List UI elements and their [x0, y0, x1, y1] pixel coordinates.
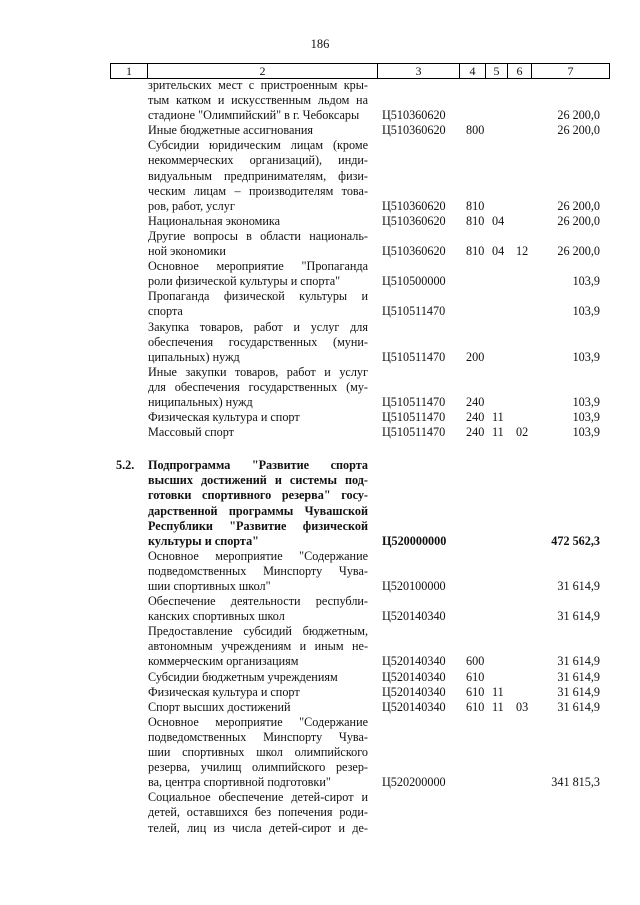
description-line: Предоставление субсидий бюджетным,	[148, 624, 368, 639]
budget-code: Ц520140340	[382, 684, 446, 699]
description-line: Иные закупки товаров, работ и услуг	[148, 364, 368, 379]
table-header	[110, 63, 610, 79]
table-row	[0, 259, 640, 289]
amount: 103,9	[572, 349, 600, 364]
amount: 31 614,9	[557, 609, 600, 624]
section-code: 11	[492, 684, 504, 699]
row-values	[0, 108, 640, 123]
description-line: Спорт высших достижений	[148, 699, 291, 714]
description-line: готовки спортивного резерва" госу-	[148, 488, 368, 503]
row-values	[0, 244, 640, 259]
table-row	[0, 700, 640, 715]
description-line: тым катком и искусственным льдом на	[148, 93, 368, 108]
description-line: Подпрограмма "Развитие спорта	[148, 458, 368, 473]
description-line: Иные бюджетные ассигнования	[148, 123, 314, 138]
amount: 31 614,9	[557, 669, 600, 684]
header-col-5: 5	[485, 64, 507, 78]
row-values	[0, 123, 640, 138]
amount: 31 614,9	[557, 654, 600, 669]
row-values	[0, 609, 640, 624]
description-line: подведомственных Минспорту Чува-	[148, 563, 368, 578]
amount: 26 200,0	[557, 198, 600, 213]
header-col-2: 2	[147, 64, 377, 78]
row-values	[0, 274, 640, 289]
expense-type: 810	[466, 244, 485, 259]
description-line: ческим лицам – производителям това-	[148, 183, 368, 198]
row-values	[0, 685, 640, 700]
amount: 26 200,0	[557, 213, 600, 228]
description-line: телей, лиц из числа детей-сирот и де-	[148, 820, 368, 835]
budget-code: Ц520100000	[382, 579, 446, 593]
description-line: Основное мероприятие "Содержание	[148, 548, 368, 563]
subsection-code: 12	[516, 244, 529, 259]
table-row	[0, 670, 640, 685]
row-values	[0, 199, 640, 214]
amount: 103,9	[572, 394, 600, 409]
section-code: 04	[492, 244, 505, 259]
amount: 103,9	[572, 274, 600, 289]
section-code: 11	[492, 699, 504, 714]
section-number: 5.2.	[116, 458, 135, 473]
section-code: 11	[492, 425, 504, 440]
description-line: Массовый спорт	[148, 425, 234, 440]
table-row	[0, 790, 640, 835]
description-line: Основное мероприятие "Содержание	[148, 714, 368, 729]
table-row	[0, 214, 640, 229]
description-line: Закупка товаров, работ и услуг для	[148, 319, 368, 334]
amount: 341 815,3	[551, 775, 600, 790]
description-line: некоммерческих организаций), инди-	[148, 153, 368, 168]
description-line: стадионе "Олимпийский" в г. Чебоксары	[148, 108, 360, 123]
row-values	[0, 775, 640, 790]
page-number: 186	[310, 37, 330, 51]
amount: 31 614,9	[557, 684, 600, 699]
table-row	[0, 229, 640, 259]
row-values	[0, 534, 640, 549]
description-line: ва, центра спортивной подготовки"	[148, 775, 331, 790]
table-row	[0, 594, 640, 624]
budget-code: Ц510511470	[382, 425, 446, 440]
amount: 103,9	[572, 425, 600, 440]
budget-code: Ц510511470	[382, 394, 446, 409]
description-line: канских спортивных школ	[148, 609, 285, 624]
expense-type: 810	[466, 213, 485, 228]
description-line: автономным учреждениям и иным не-	[148, 639, 368, 654]
description-line: Социальное обеспечение детей-сирот и	[148, 790, 368, 805]
table-row	[0, 624, 640, 669]
description-line: Обеспечение деятельности республи-	[148, 594, 368, 609]
row-values	[0, 579, 640, 594]
row-values	[0, 395, 640, 410]
table-row	[0, 425, 640, 440]
expense-type: 610	[466, 669, 485, 684]
table-row	[0, 365, 640, 410]
expense-type: 610	[466, 699, 485, 714]
budget-code: Ц520140340	[382, 609, 446, 624]
budget-code: Ц520140340	[382, 699, 446, 714]
budget-code: Ц510360620	[382, 198, 446, 213]
budget-code: Ц520140340	[382, 669, 446, 684]
table-row	[0, 715, 640, 790]
row-values	[0, 670, 640, 685]
row-values	[0, 700, 640, 715]
table-row	[0, 549, 640, 594]
header-col-3: 3	[377, 64, 459, 78]
description-line: шии спортивных школ"	[148, 579, 271, 593]
row-values	[0, 821, 640, 836]
description-line: коммерческим организациям	[148, 654, 299, 669]
description-line: ной экономики	[148, 244, 226, 259]
budget-code: Ц510360620	[382, 244, 446, 259]
description-line: спорта	[148, 304, 183, 319]
amount: 103,9	[572, 304, 600, 319]
row-values	[0, 305, 640, 320]
budget-code: Ц520200000	[382, 775, 446, 790]
amount: 472 562,3	[551, 533, 600, 548]
expense-type: 240	[466, 425, 485, 440]
expense-type: 800	[466, 123, 485, 138]
row-values	[0, 410, 640, 425]
description-line: Физическая культура и спорт	[148, 410, 300, 425]
amount: 26 200,0	[557, 108, 600, 123]
description-line: зрительских мест с пристроенным кры-	[148, 78, 368, 92]
row-values	[0, 214, 640, 229]
description-line: детей, оставшихся без попечения роди-	[148, 805, 368, 820]
header-col-6: 6	[507, 64, 531, 78]
table-row	[0, 410, 640, 425]
table-row	[0, 320, 640, 365]
amount: 26 200,0	[557, 123, 600, 138]
description-line: шии спортивных школ олимпийского	[148, 745, 368, 760]
description-line: высших достижений и системы под-	[148, 473, 368, 488]
table-row	[0, 123, 640, 138]
description-line: ров, работ, услуг	[148, 198, 235, 213]
budget-code: Ц510360620	[382, 108, 446, 123]
expense-type: 610	[466, 684, 485, 699]
expense-type: 810	[466, 198, 485, 213]
budget-code: Ц510511470	[382, 304, 446, 319]
amount: 31 614,9	[557, 579, 600, 593]
row-values	[0, 350, 640, 365]
description-line: ципальных) нужд	[148, 349, 240, 364]
row-values	[0, 655, 640, 670]
expense-type: 240	[466, 394, 485, 409]
row-values	[0, 425, 640, 440]
description-line: Субсидии бюджетным учреждениям	[148, 669, 338, 684]
budget-code: Ц520140340	[382, 654, 446, 669]
amount: 103,9	[572, 410, 600, 425]
table-row	[0, 138, 640, 213]
header-col-1: 1	[126, 64, 132, 78]
description-line: Субсидии юридическим лицам (кроме	[148, 138, 368, 153]
description-line: подведомственных Минспорту Чува-	[148, 729, 368, 744]
expense-type: 600	[466, 654, 485, 669]
header-col-4: 4	[459, 64, 485, 78]
description-line: дарственной программы Чувашской	[148, 503, 368, 518]
section-code: 04	[492, 213, 505, 228]
subsection-code: 03	[516, 699, 529, 714]
description-line: видуальным предпринимателям, физи-	[148, 168, 368, 183]
description-line: обеспечения государственных (муни-	[148, 334, 368, 349]
row-gap	[0, 440, 640, 458]
section-code: 11	[492, 410, 504, 425]
budget-code: Ц520000000	[382, 533, 447, 548]
header-col-7: 7	[531, 64, 609, 78]
table-row	[0, 685, 640, 700]
subsection-code: 02	[516, 425, 529, 440]
expense-type: 200	[466, 349, 485, 364]
budget-code: Ц510360620	[382, 213, 446, 228]
budget-code: Ц510360620	[382, 123, 446, 138]
table-row	[0, 458, 640, 549]
amount: 31 614,9	[557, 699, 600, 714]
expense-type: 240	[466, 410, 485, 425]
table-row	[0, 78, 640, 123]
table-row	[0, 289, 640, 319]
description-line: ниципальных) нужд	[148, 394, 253, 409]
description-line: Пропаганда физической культуры и	[148, 289, 368, 304]
budget-code: Ц510511470	[382, 349, 446, 364]
description-line: культуры и спорта"	[148, 533, 259, 548]
amount: 26 200,0	[557, 244, 600, 259]
description-line: Национальная экономика	[148, 213, 281, 228]
budget-code: Ц510511470	[382, 410, 446, 425]
budget-code: Ц510500000	[382, 274, 446, 289]
description-line: Основное мероприятие "Пропаганда	[148, 259, 368, 274]
table-body	[0, 78, 640, 836]
description-line: для обеспечения государственных (му-	[148, 379, 368, 394]
description-line: резерва, училищ олимпийского резер-	[148, 760, 368, 775]
description-line: Другие вопросы в области националь-	[148, 228, 368, 243]
description-line: роли физической культуры и спорта"	[148, 274, 341, 289]
description-line: Республики "Развитие физической	[148, 518, 368, 533]
description-line: Физическая культура и спорт	[148, 684, 300, 699]
